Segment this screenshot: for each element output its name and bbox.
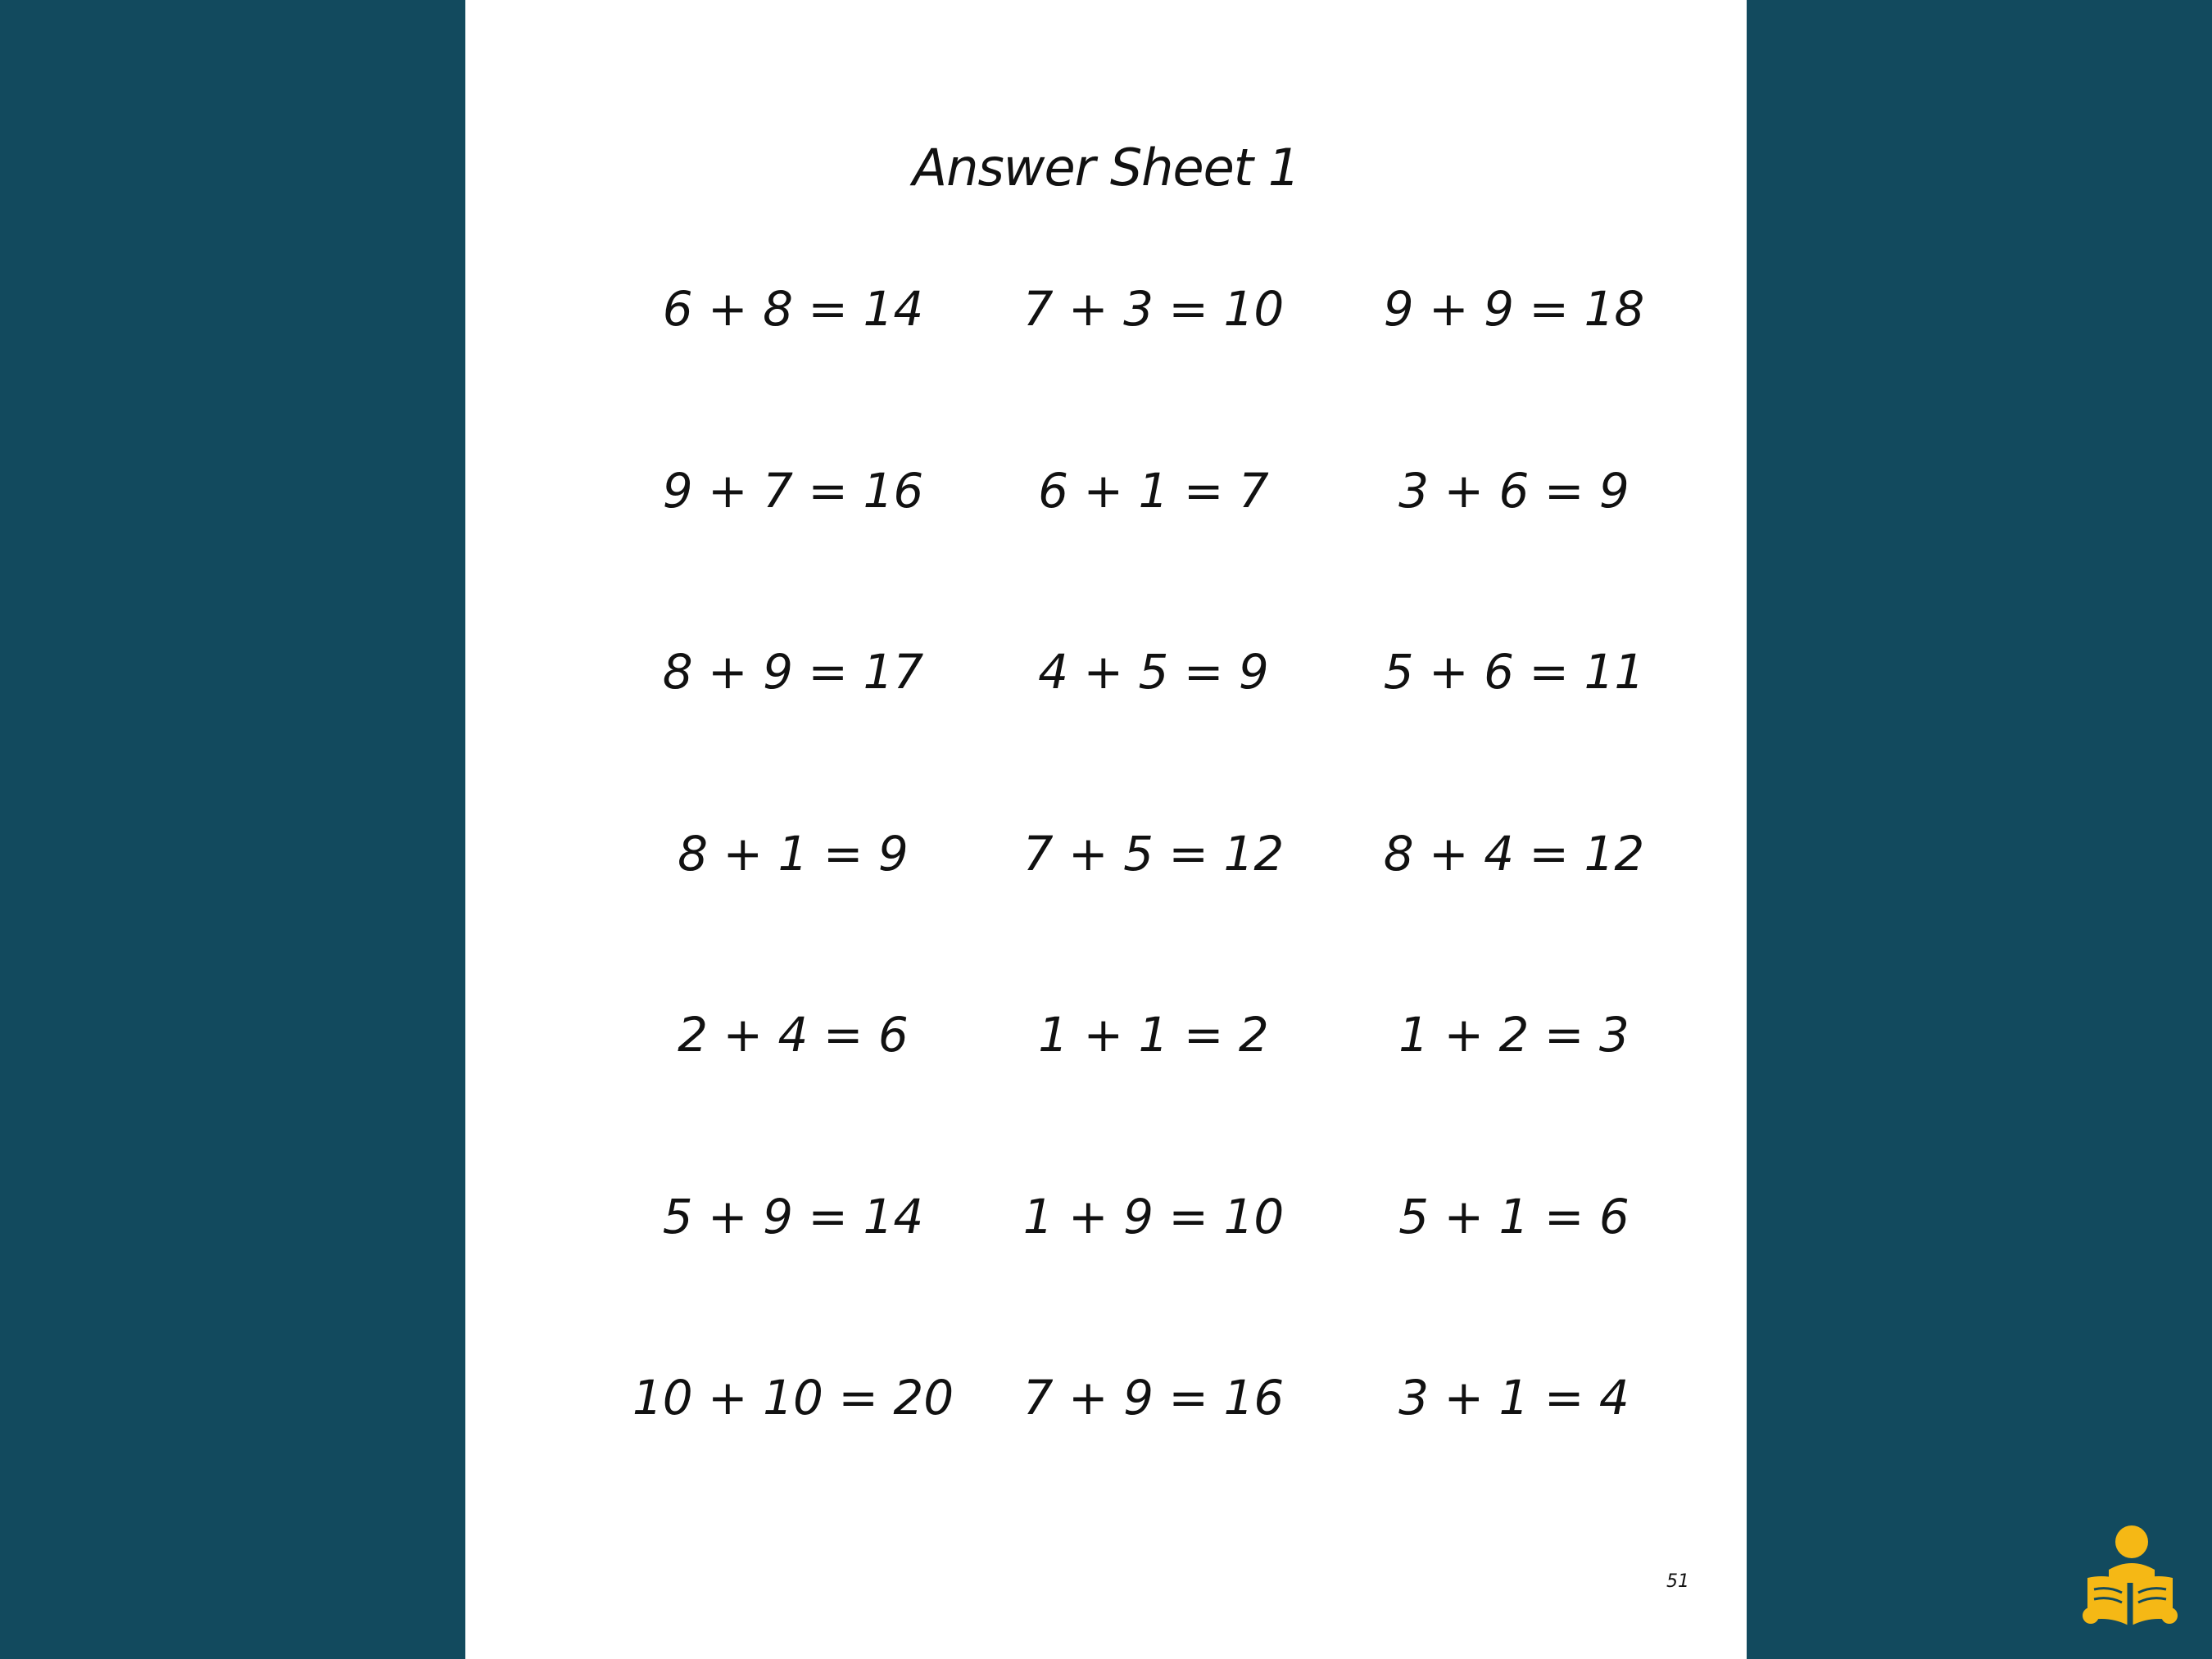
reading-person-icon-graphic	[2081, 1524, 2179, 1630]
equation-r6-c2: 1 + 9 = 10	[1022, 1189, 1285, 1244]
equation-r2-c2: 6 + 1 = 7	[1038, 463, 1269, 519]
worksheet-page	[465, 0, 1747, 1659]
equation-r4-c2: 7 + 5 = 12	[1022, 826, 1285, 882]
equation-r3-c1: 8 + 9 = 17	[662, 644, 924, 700]
equation-r1-c2: 7 + 3 = 10	[1022, 281, 1285, 337]
equation-r7-c3: 3 + 1 = 4	[1398, 1370, 1630, 1426]
equation-r6-c1: 5 + 9 = 14	[662, 1189, 924, 1244]
equation-r5-c3: 1 + 2 = 3	[1398, 1007, 1630, 1063]
equation-r5-c1: 2 + 4 = 6	[678, 1007, 909, 1063]
equation-r1-c1: 6 + 8 = 14	[662, 281, 924, 337]
equation-r7-c1: 10 + 10 = 20	[632, 1370, 954, 1426]
equation-r7-c2: 7 + 9 = 16	[1022, 1370, 1285, 1426]
equation-r3-c2: 4 + 5 = 9	[1038, 644, 1269, 700]
equation-r2-c3: 3 + 6 = 9	[1398, 463, 1630, 519]
equation-r2-c1: 9 + 7 = 16	[662, 463, 924, 519]
equation-r5-c2: 1 + 1 = 2	[1038, 1007, 1269, 1063]
reading-person-icon[interactable]	[2081, 1524, 2179, 1630]
equation-r4-c3: 8 + 4 = 12	[1383, 826, 1645, 882]
page-number: 51	[1666, 1571, 1689, 1592]
equation-r4-c1: 8 + 1 = 9	[678, 826, 909, 882]
equation-r3-c3: 5 + 6 = 11	[1383, 644, 1645, 700]
equation-r6-c3: 5 + 1 = 6	[1398, 1189, 1630, 1244]
page-title: Answer Sheet 1	[912, 138, 1300, 197]
equation-r1-c3: 9 + 9 = 18	[1383, 281, 1645, 337]
